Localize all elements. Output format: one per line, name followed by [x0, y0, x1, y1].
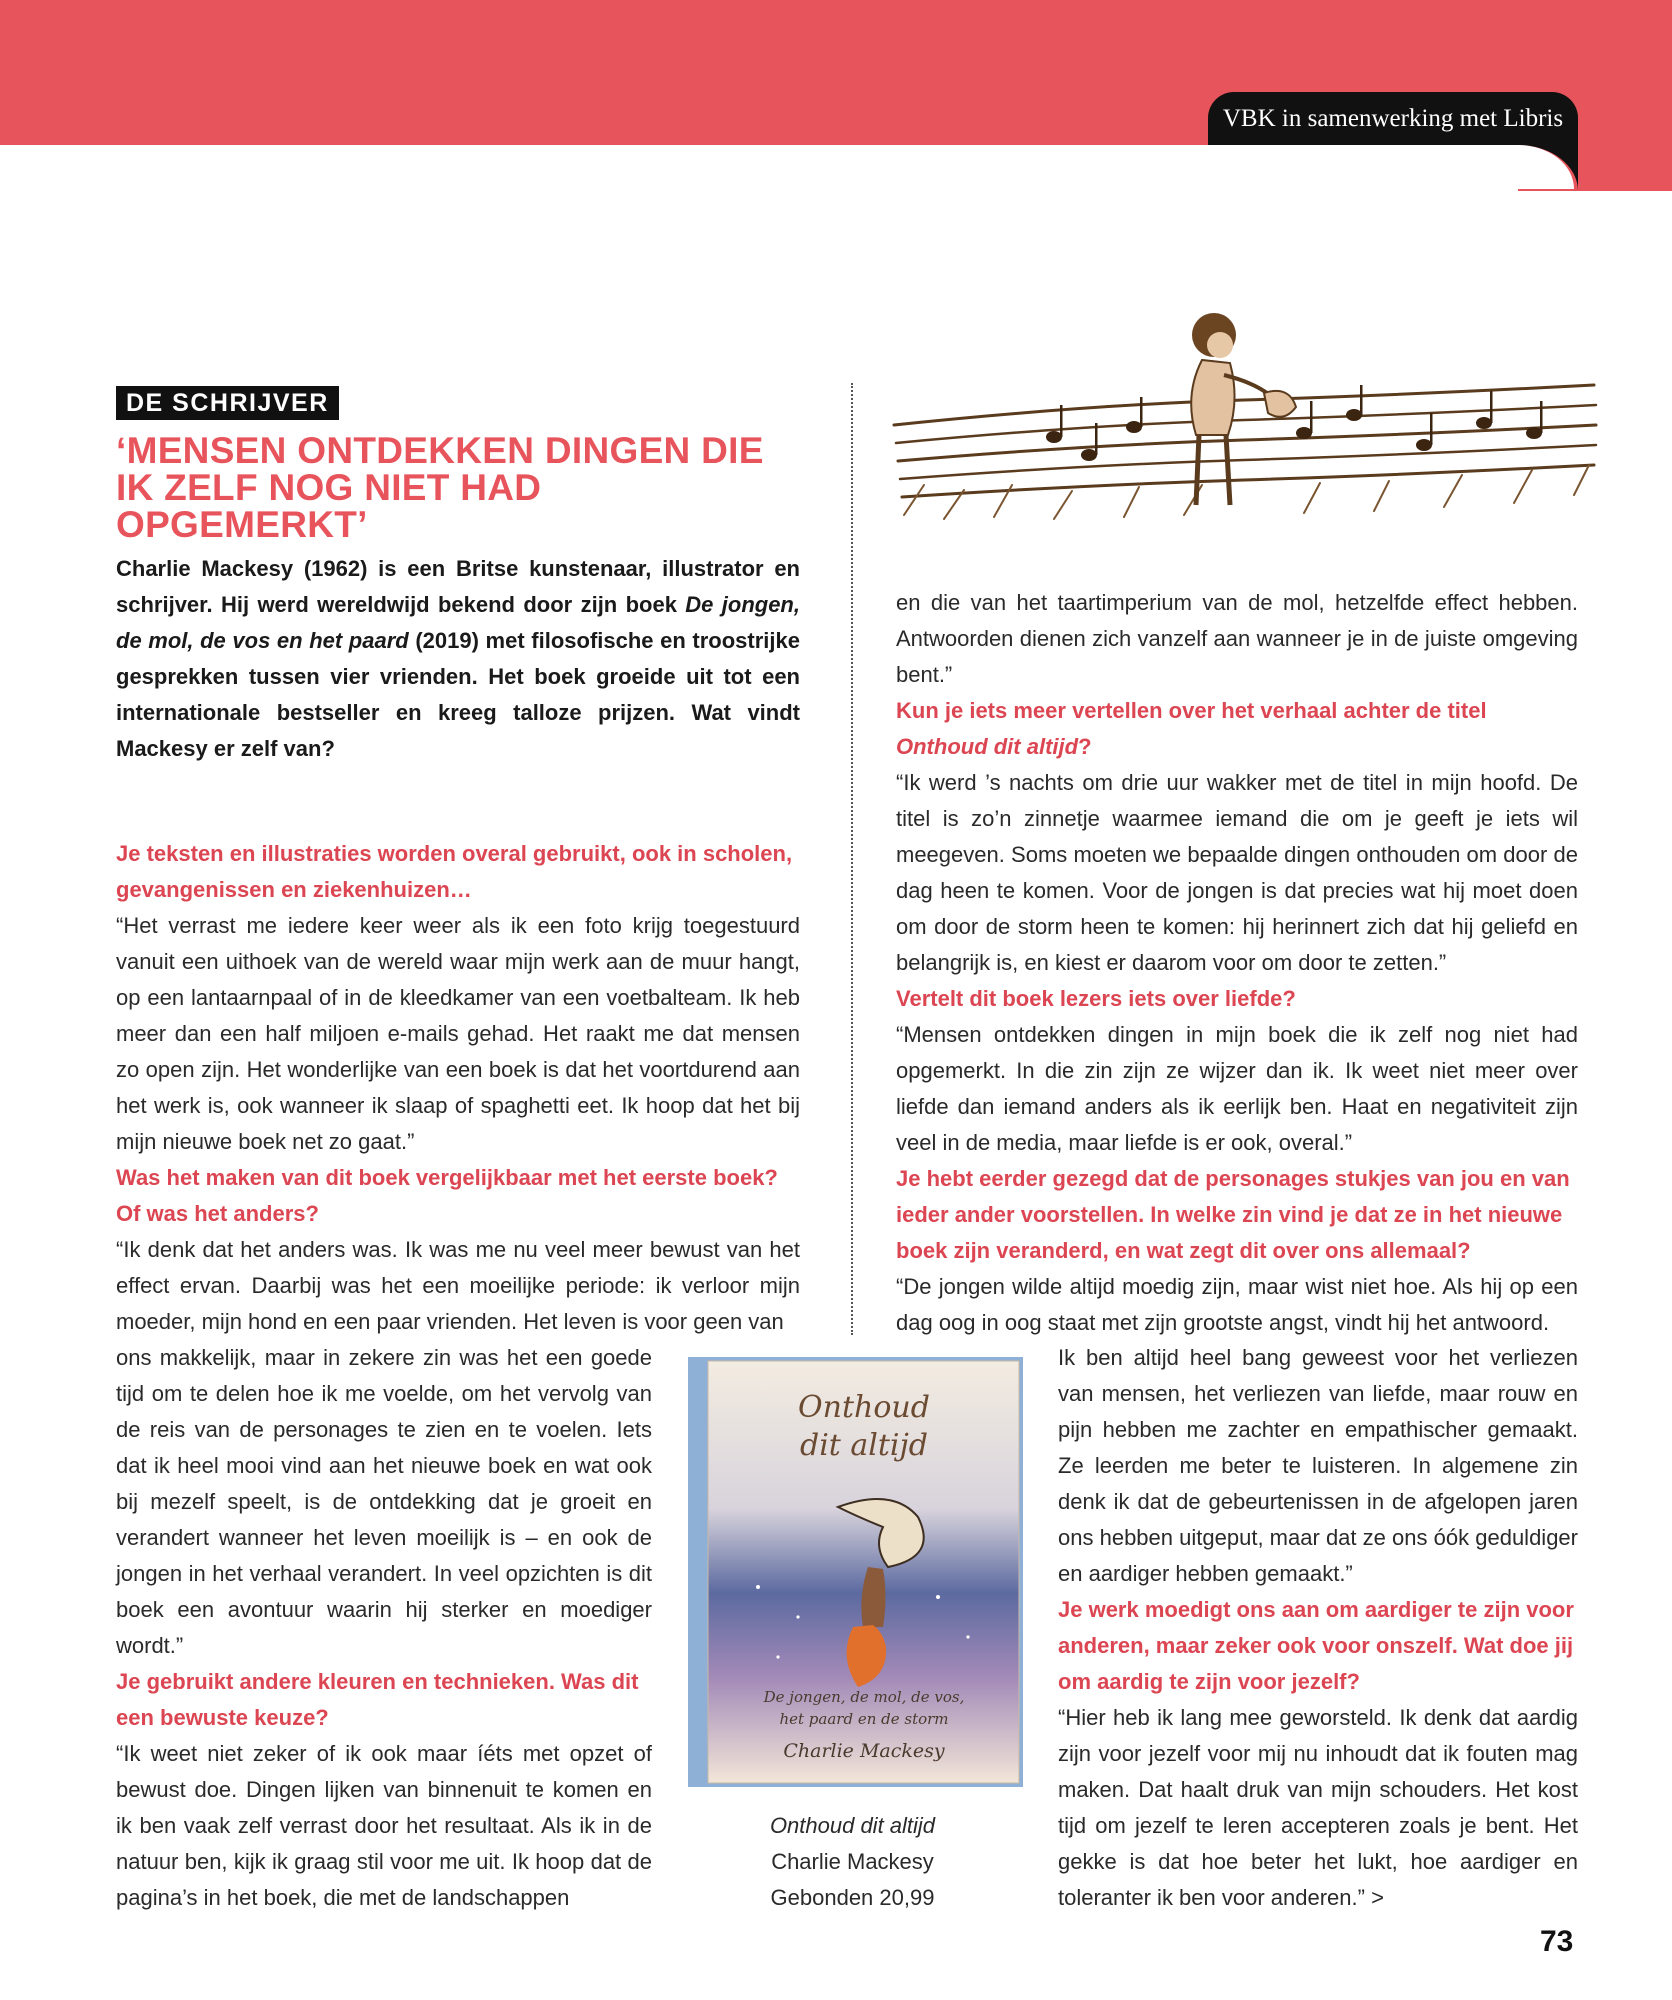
answer-6-continued: Ik ben altijd heel bang geweest voor het verliezen van mensen, het verliezen van liefde, maar rouw en pijn hebben me zachter en empathischer gemaakt. Ze leerden me beter te luisteren. In algemene zin denk ik dat de gebeurtenissen in de afgelopen jaren ons hebben uitgeput, maar dat ze ons óók geduldiger en aardiger hebben gemaakt.”: [1058, 1345, 1578, 1586]
answer-3: “Ik weet niet zeker of ik ook maar íéts met opzet of bewust doe. Dingen lijken van binnenuit te komen en ik ben vaak zelf verrast door het resultaat. Als ik in de natuur ben, kijk ik graag stil voor me uit. Ik hoop dat de pagina’s in het boek, die met de landschappen: [116, 1741, 652, 1910]
article-intro: [116, 551, 800, 767]
question-7: Je werk moedigt ons aan om aardiger te zijn voor anderen, maar zeker ook voor onszelf. Wat doe jij om aardig te zijn voor jezelf?: [1058, 1597, 1574, 1694]
answer-5: “Mensen ontdekken dingen in mijn boek die ik zelf nog niet had opgemerkt. In die zin zijn ze wijzer dan ik. Ik weet niet meer over liefde dan iemand anders als ik eerlijk ben. Haat en negativiteit zijn veel in de media, maar liefde is er ook, overal.”: [896, 1022, 1578, 1155]
page-number: 73: [1540, 1925, 1574, 1958]
question-4-title: Onthoud dit altijd: [896, 734, 1079, 759]
caption-author: Charlie Mackesy: [771, 1849, 934, 1874]
music-staff-illustration: [884, 305, 1604, 575]
answer-4: “Ik werd ’s nachts om drie uur wakker met de titel in mijn hoofd. De titel is zo’n zinnetje waarmee iemand die om je geeft je iets wil meegeven. Soms moeten we bepaalde dingen onthouden om door de dag heen te komen. Voor de jongen is dat precies wat hij moet doen om door de storm heen te komen: hij herinnert zich dat hij geliefd en belangrijk is, en kiest er daarom voor om door te zetten.”: [896, 770, 1578, 975]
caption-title: Onthoud dit altijd: [769, 1813, 936, 1838]
caption-price: Gebonden 20,99: [770, 1885, 935, 1910]
cover-title-line-1: Onthoud: [798, 1390, 930, 1425]
left-column-bottom: [116, 1340, 652, 1916]
answer-3-continued: en die van het taartimperium van de mol, hetzelfde effect hebben. Antwoorden dienen zich vanzelf aan wanneer je in de juiste omgeving bent.”: [896, 590, 1578, 687]
cover-subtitle-line-1: De jongen, de mol, de vos,: [763, 1688, 965, 1706]
cover-author: Charlie Mackesy: [783, 1740, 945, 1762]
book-cover-image: [688, 1357, 1023, 1787]
intro-book-title: De jongen, de mol, de vos en het paard: [116, 592, 800, 653]
book-caption: [700, 1808, 1005, 1916]
question-4: [896, 693, 1578, 765]
question-3: Je gebruikt andere kleuren en technieken. Was dit een bewuste keuze?: [116, 1669, 639, 1730]
cover-title-line-2: dit altijd: [799, 1428, 929, 1463]
right-column-bottom: [1058, 1340, 1578, 1916]
cover-subtitle-line-2: het paard en de storm: [779, 1710, 949, 1728]
tab-corner: [1518, 145, 1672, 191]
answer-6: “De jongen wilde altijd moedig zijn, maar wist niet hoe. Als hij op een dag oog in oog staat met zijn grootste angst, vindt hij het antwoord.: [896, 1274, 1578, 1335]
article-headline: ‘MENSEN ONTDEKKEN DINGEN DIE IK ZELF NOG NIET HAD OPGEMERKT’: [116, 430, 764, 545]
answer-2-continued: ons makkelijk, maar in zekere zin was het een goede tijd om te delen hoe ik me voelde, om het vervolg van de reis van de personages te zien en te voelen. Iets dat ik heel mooi vind aan het nieuwe boek en wat ook bij mezelf speelt, is de ontdekking dat je groeit en verandert wanneer het leven moeilijk is – en ook de jongen in het verhaal verandert. In veel opzichten is dit boek een avontuur waarin hij sterker en moediger wordt.”: [116, 1345, 652, 1658]
intro-text-2: (2019) met filosofische en troostrijke gesprekken tussen vier vrienden. Het boek groeide uit tot een internationale bestseller en kreeg talloze prijzen. Wat vindt Mackesy er zelf van?: [116, 628, 801, 761]
question-4-text: Kun je iets meer vertellen over het verhaal achter de titel: [896, 698, 1487, 723]
right-column-top: [896, 585, 1578, 1341]
question-5: Vertelt dit boek lezers iets over liefde?: [896, 986, 1296, 1011]
answer-1: “Het verrast me iedere keer weer als ik een foto krijg toegestuurd vanuit een uithoek van de wereld waar mijn werk aan de muur hangt, op een lantaarnpaal of in de kleedkamer van een voetbalteam. Ik heb meer dan een half miljoen e-mails gehad. Het raakt me dat mensen zo open zijn. Het wonderlijke van een boek is dat het voortdurend aan het werk is, ook wanneer ik slaap of spaghetti eet. Ik hoop dat het bij mijn nieuwe boek net zo gaat.”: [116, 913, 800, 1154]
left-column-top: [116, 836, 800, 1340]
question-2: Was het maken van dit boek vergelijkbaar met het eerste boek? Of was het anders?: [116, 1165, 778, 1226]
question-6: Je hebt eerder gezegd dat de personages stukjes van jou en van ieder ander voorstellen. In welke zin vind je dat ze in het nieuwe boek zijn veranderd, en wat zegt dit over ons allemaal?: [896, 1166, 1570, 1263]
section-kicker: DE SCHRIJVER: [116, 386, 339, 420]
intro-text: Charlie Mackesy (1962) is een Britse kunstenaar, illustrator en schrijver. Hij werd wereldwijd bekend door zijn boek: [116, 556, 800, 617]
partner-tab: VBK in samenwerking met Libris: [1208, 92, 1578, 145]
column-divider: [851, 383, 853, 1335]
answer-2: “Ik denk dat het anders was. Ik was me nu veel meer bewust van het effect ervan. Daarbij was het een moeilijke periode: ik verloor mijn moeder, mijn hond en een paar vrienden. Het leven is voor geen van: [116, 1237, 800, 1334]
answer-7: “Hier heb ik lang mee geworsteld. Ik denk dat aardig zijn voor jezelf voor mij nu inhoudt dat ik fouten mag maken. Dat haalt druk van mijn schouders. Het kost tijd om jezelf te leren accepteren zoals je bent. Het gekke is dat hoe beter het lukt, hoe aardiger en toleranter ik ben voor anderen.” >: [1058, 1705, 1578, 1910]
question-4-end: ?: [1078, 734, 1092, 759]
question-1: Je teksten en illustraties worden overal gebruikt, ook in scholen, gevangenissen en ziekenhuizen…: [116, 841, 793, 902]
